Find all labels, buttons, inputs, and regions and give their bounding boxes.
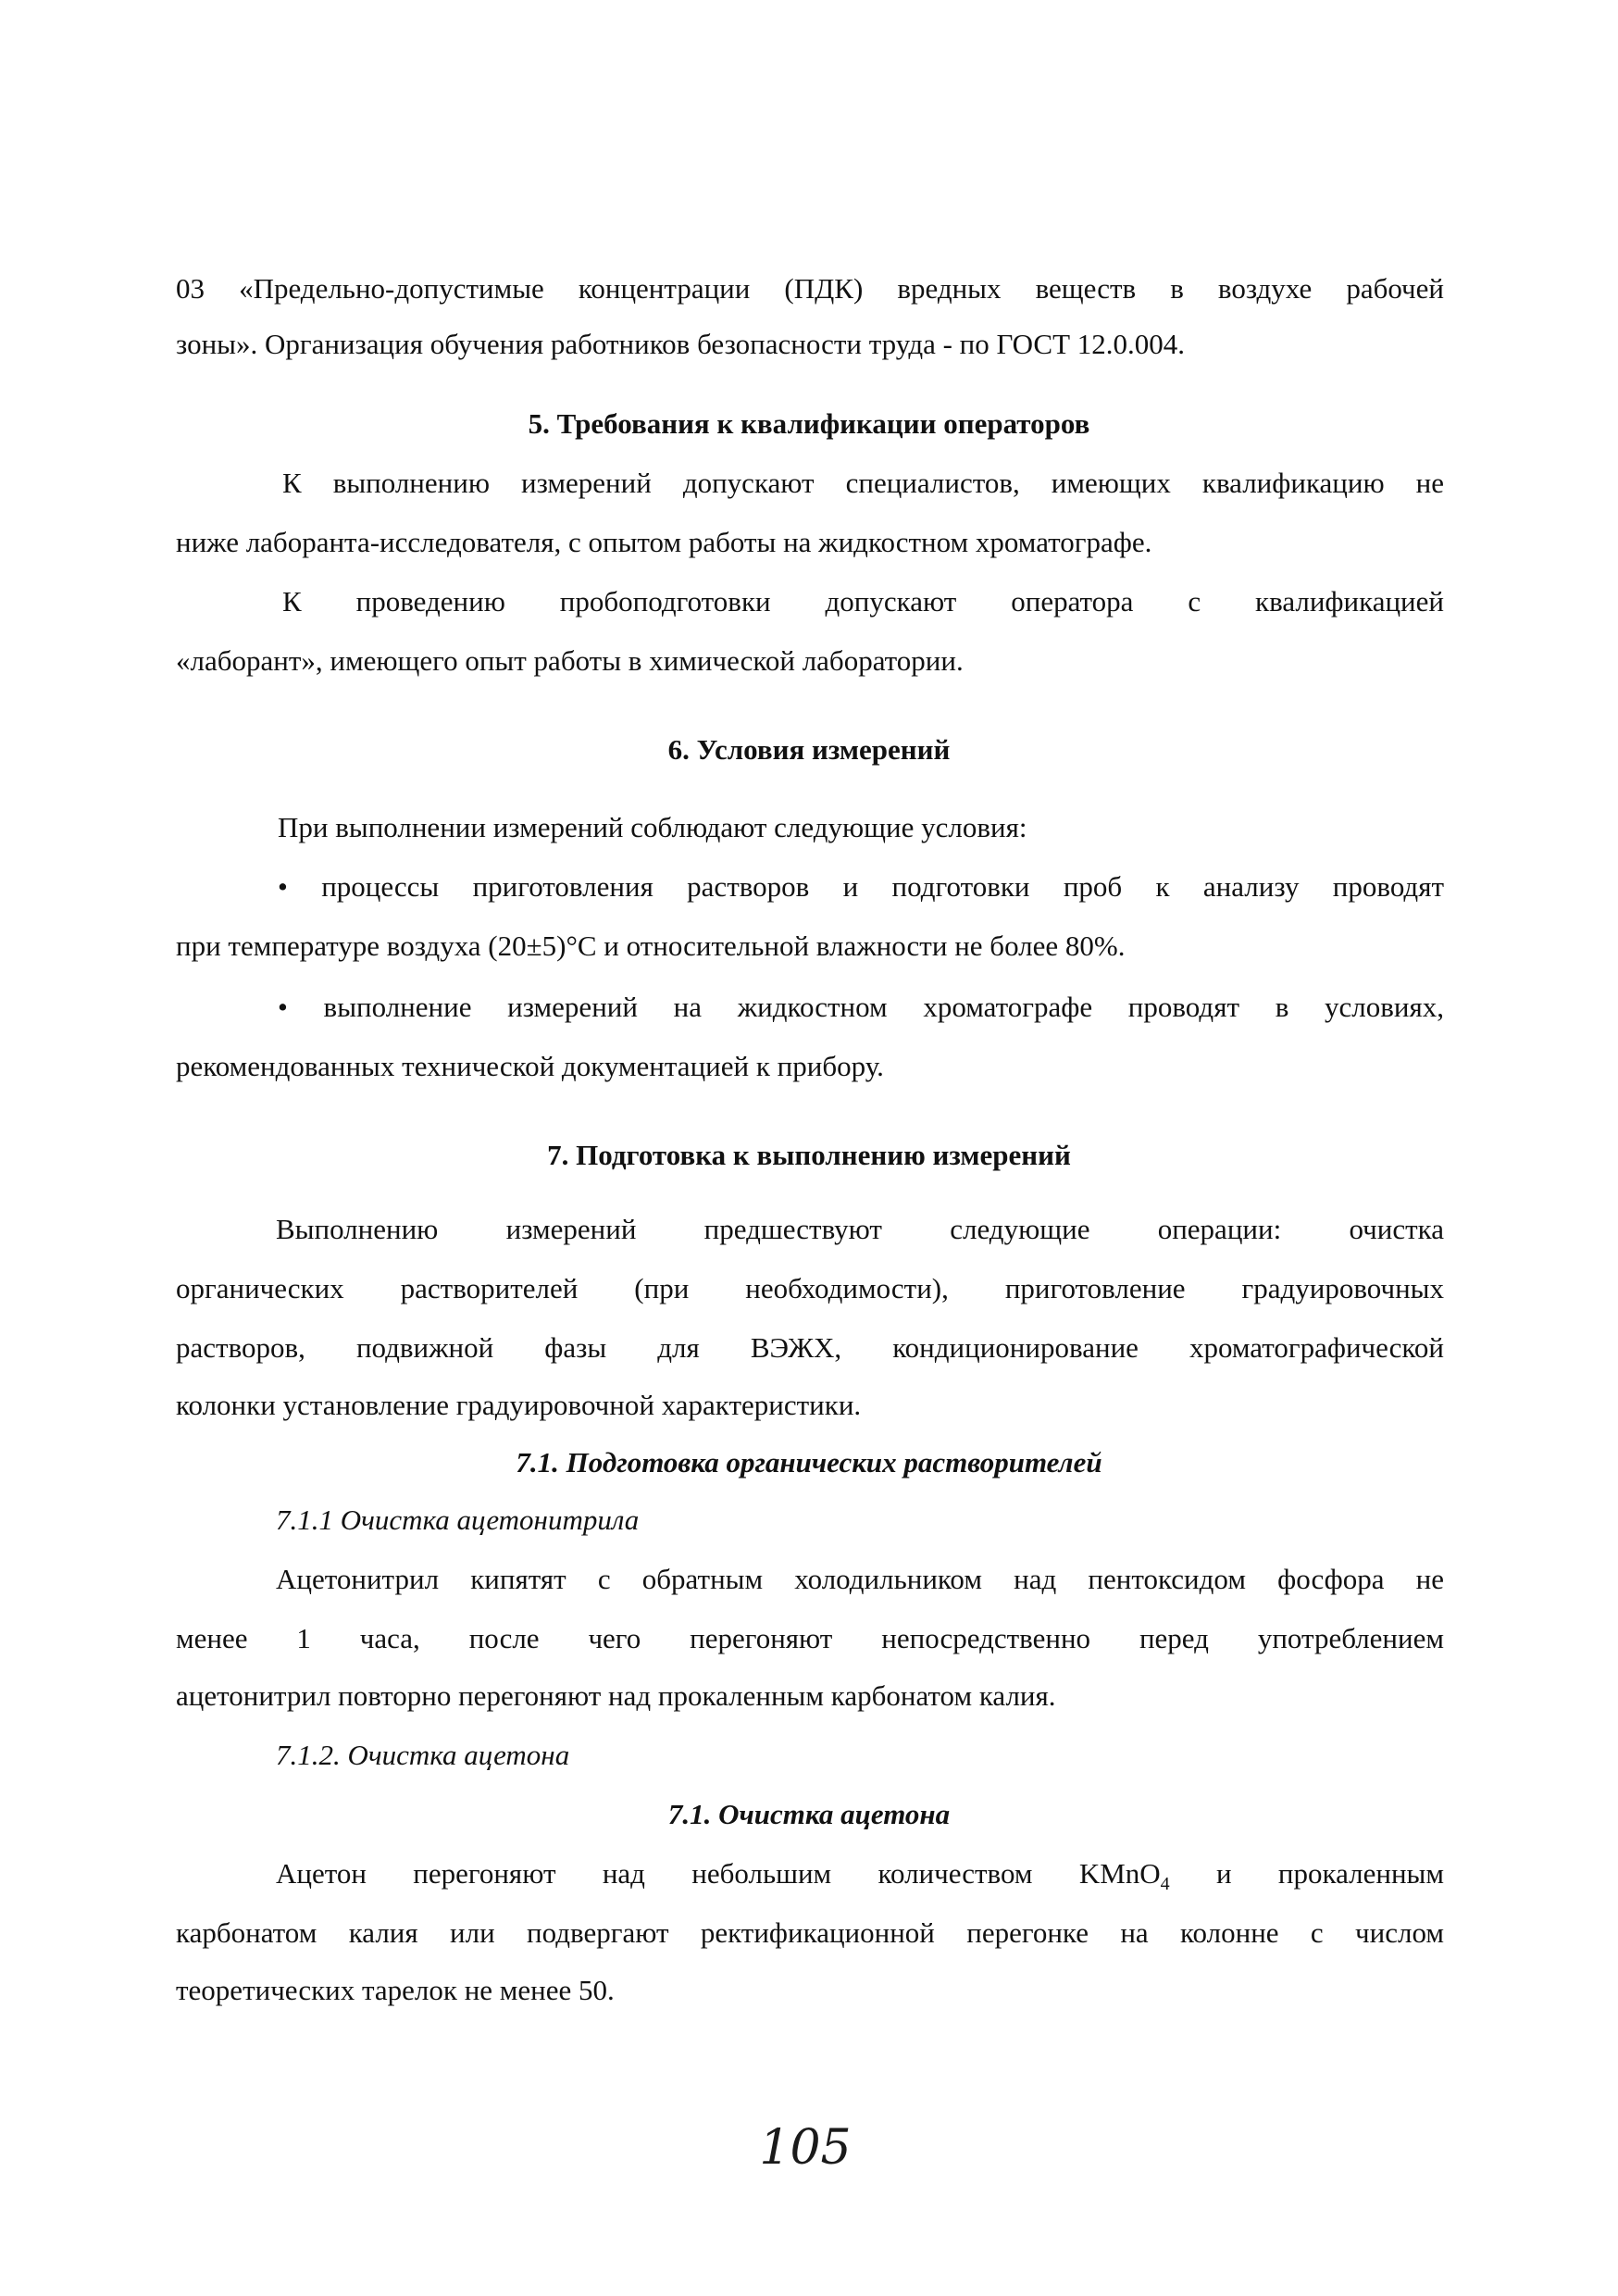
paragraph-line: ацетонитрил повторно перегоняют над прокаленным карбонатом калия. xyxy=(176,1679,1056,1712)
paragraph-line: ниже лаборанта-исследователя, с опытом работы на жидкостном хроматографе. xyxy=(176,526,1152,558)
subsection-7-1-1-heading: 7.1.1 Очистка ацетонитрила xyxy=(276,1504,640,1536)
paragraph-line: при температуре воздуха (20±5)°С и относительной влажности не более 80%. xyxy=(176,930,1126,962)
subsection-7-1-2-heading: 7.1.2. Очистка ацетона xyxy=(276,1739,570,1771)
paragraph-line: менее 1 часа, после чего перегоняют непосредственно перед употреблением xyxy=(176,1622,1444,1654)
paragraph-line: органических растворителей (при необходимости), приготовление градуировочных xyxy=(176,1272,1444,1304)
paragraph-line: рекомендованных технической документацией к прибору. xyxy=(176,1050,884,1082)
section-5-heading: 5. Требования к квалификации операторов xyxy=(528,407,1090,440)
paragraph-line: К проведению пробоподготовки допускают оператора с квалификацией xyxy=(282,585,1444,618)
paragraph-line: К выполнению измерений допускают специалистов, имеющих квалификацию не xyxy=(282,467,1444,499)
paragraph-line xyxy=(276,1855,1444,1903)
paragraph-line: колонки установление градуировочной характеристики. xyxy=(176,1389,862,1421)
paragraph-line: «лаборант», имеющего опыт работы в химической лаборатории. xyxy=(176,644,964,677)
section-7-1-repeat-heading: 7.1. Очистка ацетона xyxy=(667,1798,951,1830)
subscript: 4 xyxy=(1160,1874,1170,1895)
section-6-heading: 6. Условия измерений xyxy=(667,733,951,766)
paragraph-line: зоны». Организация обучения работников безопасности труда - по ГОСТ 12.0.004. xyxy=(176,328,1186,360)
paragraph-line: растворов, подвижной фазы для ВЭЖХ, кондиционирование хроматографической xyxy=(176,1331,1444,1364)
paragraph-line: теоретических тарелок не менее 50. xyxy=(176,1974,615,2006)
paragraph-line: Ацетонитрил кипятят с обратным холодильником над пентоксидом фосфора не xyxy=(276,1563,1444,1595)
section-7-heading: 7. Подготовка к выполнению измерений xyxy=(547,1139,1071,1171)
section-7-1-heading: 7.1. Подготовка органических растворителей xyxy=(516,1446,1102,1479)
text-run: Ацетон перегоняют над небольшим количеством KMnO xyxy=(276,1857,1161,1890)
text-run: и прокаленным xyxy=(1169,1857,1444,1890)
paragraph-line: 03 «Предельно-допустимые концентрации (ПДК) вредных веществ в воздухе рабочей xyxy=(176,272,1444,305)
paragraph-line: карбонатом калия или подвергают ректификационной перегонке на колонне с числом xyxy=(176,1916,1444,1949)
paragraph-line: Выполнению измерений предшествуют следующие операции: очистка xyxy=(276,1213,1444,1245)
bullet-line: • выполнение измерений на жидкостном хроматографе проводят в условиях, xyxy=(278,991,1444,1023)
page-number: 105 xyxy=(759,2120,852,2176)
paragraph-line: При выполнении измерений соблюдают следующие условия: xyxy=(278,811,1027,843)
bullet-line: • процессы приготовления растворов и подготовки проб к анализу проводят xyxy=(278,870,1444,903)
